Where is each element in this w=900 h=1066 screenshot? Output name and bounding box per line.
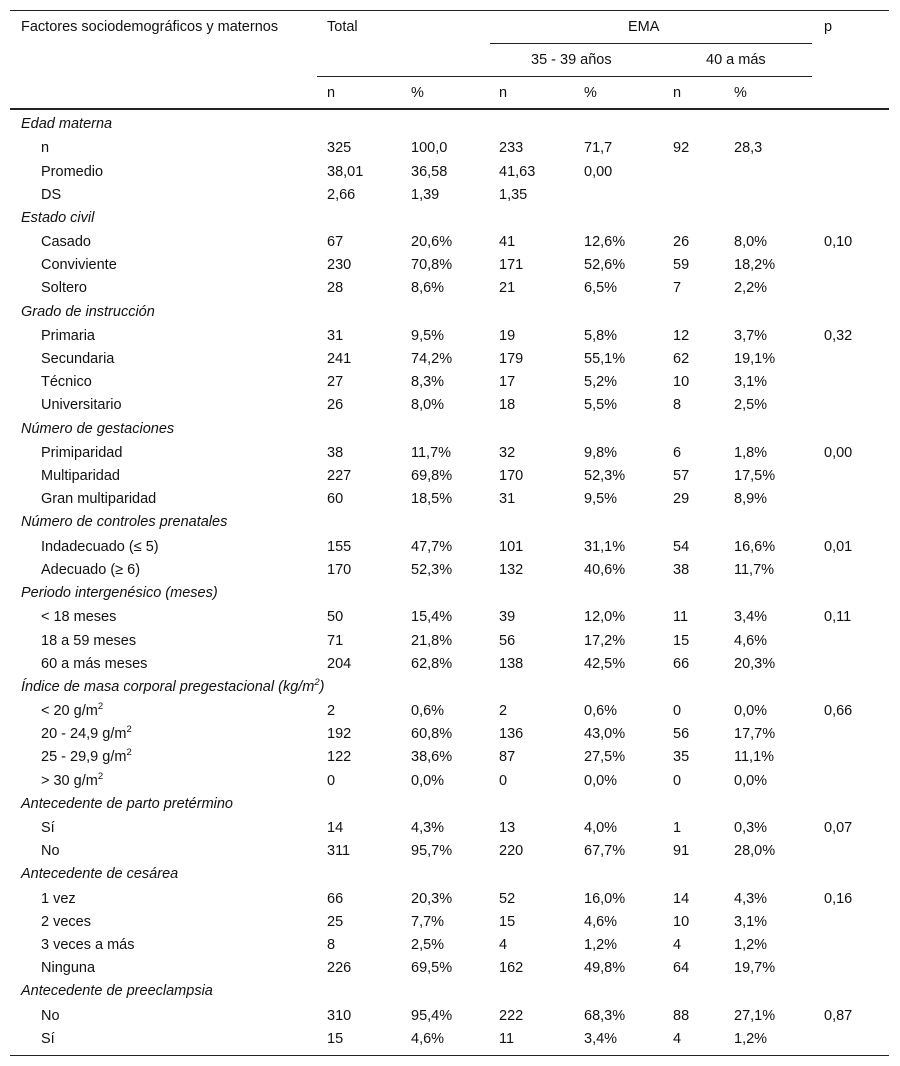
cell-percent: 5,5% bbox=[584, 397, 618, 414]
cell-percent: 0,6% bbox=[584, 703, 618, 720]
cell-count: 14 bbox=[673, 890, 690, 907]
cell-percent: 18,5% bbox=[411, 491, 453, 508]
cell-count: 13 bbox=[499, 820, 516, 837]
cell-percent: 19,7% bbox=[734, 960, 776, 977]
cell-percent: 1,8% bbox=[734, 444, 768, 461]
cell-percent: 4,6% bbox=[584, 913, 618, 930]
cell-percent: 52,6% bbox=[584, 257, 626, 274]
row-label: 1 vez bbox=[41, 890, 76, 907]
header-col-n: n bbox=[327, 85, 336, 101]
cell-p-value: 0,87 bbox=[824, 1007, 853, 1024]
row-label: Multiparidad bbox=[41, 468, 120, 485]
cell-percent: 12,0% bbox=[584, 609, 626, 626]
cell-count: 310 bbox=[327, 1007, 352, 1024]
cell-percent: 20,6% bbox=[411, 234, 453, 251]
cell-percent: 9,8% bbox=[584, 444, 618, 461]
cell-percent: 11,1% bbox=[734, 749, 775, 766]
cell-percent: 15,4% bbox=[411, 609, 453, 626]
section-title: Periodo intergenésico (meses) bbox=[21, 585, 218, 601]
cell-percent: 2,5% bbox=[734, 397, 768, 414]
cell-percent: 74,2% bbox=[411, 351, 453, 368]
row-label: Indadecuado (≤ 5) bbox=[41, 538, 159, 555]
row-label: Conviviente bbox=[41, 257, 117, 274]
cell-percent: 17,7% bbox=[734, 726, 776, 743]
cell-percent: 0,0% bbox=[734, 703, 768, 720]
cell-count: 170 bbox=[499, 468, 524, 485]
cell-count: 10 bbox=[673, 374, 690, 391]
cell-count: 57 bbox=[673, 468, 690, 485]
cell-percent: 42,5% bbox=[584, 655, 626, 672]
cell-count: 67 bbox=[327, 234, 344, 251]
row-label: Sí bbox=[41, 1030, 55, 1047]
section-title: Antecedente de preeclampsia bbox=[21, 983, 213, 1000]
cell-percent: 21,8% bbox=[411, 632, 453, 649]
row-label: Casado bbox=[41, 234, 91, 251]
cell-count: 226 bbox=[327, 960, 352, 977]
cell-count: 25 bbox=[327, 913, 344, 930]
section-title: Índice de masa corporal pregestacional $(kg/m^2)$ bbox=[21, 676, 325, 695]
row-label: 60 a más meses bbox=[41, 655, 148, 672]
cell-count: 2,66 bbox=[327, 186, 356, 203]
cell-percent: 49,8% bbox=[584, 960, 626, 977]
cell-count: 60 bbox=[327, 491, 344, 508]
cell-count: 32 bbox=[499, 444, 516, 461]
cell-percent: 8,0% bbox=[411, 397, 445, 414]
cell-percent: 40,6% bbox=[584, 561, 626, 578]
section-title: Grado de instrucción bbox=[21, 303, 155, 320]
cell-percent: 11,7% bbox=[411, 444, 452, 461]
row-label: No bbox=[41, 843, 60, 860]
cell-percent: 4,6% bbox=[411, 1030, 445, 1047]
row-label: Promedio bbox=[41, 163, 104, 180]
row-label: Secundaria bbox=[41, 351, 115, 368]
cell-count: 59 bbox=[673, 257, 690, 274]
cell-percent: 20,3% bbox=[734, 655, 776, 672]
cell-percent: 95,7% bbox=[411, 843, 453, 860]
cell-count: 28 bbox=[327, 280, 344, 297]
cell-percent: 7,7% bbox=[411, 913, 445, 930]
row-label: Primaria bbox=[41, 327, 95, 344]
row-label: 25 - 29,9 $g/m^2$ bbox=[41, 747, 132, 766]
cell-percent: 8,9% bbox=[734, 491, 768, 508]
cell-count: 56 bbox=[673, 726, 690, 743]
cell-count: 56 bbox=[499, 632, 516, 649]
cell-percent: 5,2% bbox=[584, 374, 618, 391]
cell-count: 222 bbox=[499, 1007, 524, 1024]
cell-count: 17 bbox=[499, 374, 516, 391]
cell-count: 21 bbox=[499, 280, 516, 297]
cell-p-value: 0,66 bbox=[824, 703, 853, 720]
row-label: Primiparidad bbox=[41, 444, 123, 461]
cell-count: 88 bbox=[673, 1007, 690, 1024]
row-label: 3 veces a más bbox=[41, 937, 135, 954]
cell-p-value: 0,32 bbox=[824, 327, 853, 344]
cell-count: 92 bbox=[673, 140, 690, 157]
cell-percent: 3,7% bbox=[734, 327, 768, 344]
cell-percent: 2,5% bbox=[411, 937, 445, 954]
cell-p-value: 0,16 bbox=[824, 890, 853, 907]
cell-count: 0 bbox=[499, 772, 508, 789]
cell-count: 12 bbox=[673, 327, 690, 344]
cell-count: 14 bbox=[327, 820, 344, 837]
cell-count: 39 bbox=[499, 609, 516, 626]
cell-count: 64 bbox=[673, 960, 690, 977]
row-label: > 30 $g/m^2$ bbox=[41, 770, 104, 789]
cell-count: 38 bbox=[327, 444, 344, 461]
header-group-40-plus: 40 a más bbox=[706, 52, 766, 68]
cell-count: 2 bbox=[327, 703, 336, 720]
cell-percent: 12,6% bbox=[584, 234, 626, 251]
header-total: Total bbox=[327, 19, 358, 35]
cell-count: 41 bbox=[499, 234, 516, 251]
cell-count: 15 bbox=[499, 913, 516, 930]
cell-count: 19 bbox=[499, 327, 516, 344]
cell-count: 192 bbox=[327, 726, 352, 743]
header-ema: EMA bbox=[628, 19, 660, 35]
cell-percent: 17,2% bbox=[584, 632, 626, 649]
cell-percent: 100,0 bbox=[411, 140, 448, 157]
row-label: 2 veces bbox=[41, 913, 91, 930]
cell-percent: 71,7 bbox=[584, 140, 613, 157]
cell-count: 87 bbox=[499, 749, 516, 766]
cell-count: 0 bbox=[673, 772, 682, 789]
cell-percent: 3,1% bbox=[734, 374, 768, 391]
cell-count: 101 bbox=[499, 538, 524, 555]
cell-count: 4 bbox=[673, 937, 682, 954]
cell-percent: 8,0% bbox=[734, 234, 768, 251]
cell-percent: 60,8% bbox=[411, 726, 453, 743]
cell-percent: 0,0% bbox=[734, 772, 768, 789]
cell-percent: 8,3% bbox=[411, 374, 445, 391]
cell-count: 325 bbox=[327, 140, 352, 157]
cell-p-value: 0,10 bbox=[824, 234, 853, 251]
cell-count: 136 bbox=[499, 726, 524, 743]
cell-percent: 70,8% bbox=[411, 257, 453, 274]
row-label: < 20 $g/m^2$ bbox=[41, 701, 104, 720]
cell-percent: 67,7% bbox=[584, 843, 626, 860]
cell-count: 171 bbox=[499, 257, 524, 274]
cell-percent: 8,6% bbox=[411, 280, 445, 297]
header-col-pct: % bbox=[411, 85, 424, 101]
section-title: Número de controles prenatales bbox=[21, 514, 228, 531]
header-col-n: n bbox=[673, 85, 682, 101]
section-title: Antecedente de cesárea bbox=[21, 866, 179, 883]
cell-percent: 55,1% bbox=[584, 351, 626, 368]
cell-count: 52 bbox=[499, 890, 516, 907]
cell-percent: 27,5% bbox=[584, 749, 626, 766]
cell-count: 38,01 bbox=[327, 163, 364, 180]
cell-percent: 47,7% bbox=[411, 538, 453, 555]
cell-percent: 36,58 bbox=[411, 163, 448, 180]
row-label: Gran multiparidad bbox=[41, 491, 157, 508]
cell-count: 15 bbox=[673, 632, 690, 649]
cell-percent: 28,0% bbox=[734, 843, 776, 860]
cell-percent: 68,3% bbox=[584, 1007, 626, 1024]
section-title: Número de gestaciones bbox=[21, 420, 175, 437]
row-label: 20 - 24,9 $g/m^2$ bbox=[41, 724, 132, 743]
cell-percent: 4,0% bbox=[584, 820, 618, 837]
rule-header-bottom bbox=[10, 108, 889, 110]
cell-count: 26 bbox=[327, 397, 344, 414]
cell-count: 0 bbox=[327, 772, 336, 789]
cell-count: 71 bbox=[327, 632, 344, 649]
cell-percent: 1,2% bbox=[734, 1030, 768, 1047]
cell-count: 11 bbox=[499, 1030, 515, 1047]
cell-count: 132 bbox=[499, 561, 524, 578]
rule-bottom bbox=[10, 1055, 889, 1056]
section-title: Antecedente de parto pretérmino bbox=[21, 795, 233, 812]
cell-percent: 6,5% bbox=[584, 280, 618, 297]
cell-percent: 0,00 bbox=[584, 163, 613, 180]
cell-count: 31 bbox=[499, 491, 516, 508]
cell-count: 138 bbox=[499, 655, 524, 672]
cell-percent: 95,4% bbox=[411, 1007, 453, 1024]
cell-count: 15 bbox=[327, 1030, 344, 1047]
cell-count: 7 bbox=[673, 280, 682, 297]
cell-percent: 16,0% bbox=[584, 890, 626, 907]
header-col-n: n bbox=[499, 85, 508, 101]
cell-percent: 0,0% bbox=[411, 772, 445, 789]
cell-percent: 11,7% bbox=[734, 561, 775, 578]
cell-percent: 28,3 bbox=[734, 140, 763, 157]
cell-count: 6 bbox=[673, 444, 682, 461]
cell-count: 4 bbox=[673, 1030, 682, 1047]
cell-percent: 69,5% bbox=[411, 960, 453, 977]
cell-percent: 52,3% bbox=[584, 468, 626, 485]
cell-percent: 18,2% bbox=[734, 257, 776, 274]
cell-count: 41,63 bbox=[499, 163, 536, 180]
cell-count: 155 bbox=[327, 538, 352, 555]
cell-count: 162 bbox=[499, 960, 524, 977]
cell-count: 11 bbox=[673, 609, 689, 626]
cell-count: 38 bbox=[673, 561, 690, 578]
cell-percent: 16,6% bbox=[734, 538, 776, 555]
cell-count: 4 bbox=[499, 937, 508, 954]
row-label: Soltero bbox=[41, 280, 87, 297]
cell-count: 241 bbox=[327, 351, 352, 368]
cell-count: 204 bbox=[327, 655, 352, 672]
cell-p-value: 0,01 bbox=[824, 538, 853, 555]
cell-percent: 19,1% bbox=[734, 351, 776, 368]
cell-count: 179 bbox=[499, 351, 524, 368]
cell-percent: 2,2% bbox=[734, 280, 768, 297]
section-title: Edad materna bbox=[21, 116, 113, 132]
cell-percent: 4,3% bbox=[734, 890, 768, 907]
cell-count: 62 bbox=[673, 351, 690, 368]
cell-percent: 17,5% bbox=[734, 468, 776, 485]
cell-percent: 4,6% bbox=[734, 632, 768, 649]
row-label: Técnico bbox=[41, 374, 92, 391]
cell-percent: 43,0% bbox=[584, 726, 626, 743]
row-label: Ninguna bbox=[41, 960, 96, 977]
cell-percent: 27,1% bbox=[734, 1007, 776, 1024]
row-label: Universitario bbox=[41, 397, 122, 414]
cell-percent: 0,3% bbox=[734, 820, 768, 837]
cell-count: 1 bbox=[673, 820, 682, 837]
row-label: No bbox=[41, 1007, 60, 1024]
cell-percent: 9,5% bbox=[411, 327, 445, 344]
cell-percent: 0,6% bbox=[411, 703, 445, 720]
cell-percent: 3,4% bbox=[734, 609, 768, 626]
cell-count: 230 bbox=[327, 257, 352, 274]
rule-subgroups bbox=[317, 76, 812, 77]
cell-count: 0 bbox=[673, 703, 682, 720]
cell-count: 311 bbox=[327, 843, 351, 860]
row-label: Adecuado (≥ 6) bbox=[41, 561, 141, 578]
cell-percent: 0,0% bbox=[584, 772, 618, 789]
cell-count: 170 bbox=[327, 561, 352, 578]
cell-count: 66 bbox=[327, 890, 344, 907]
header-factors: Factores sociodemográficos y maternos bbox=[21, 19, 279, 35]
cell-percent: 9,5% bbox=[584, 491, 618, 508]
rule-ema-span bbox=[490, 43, 812, 44]
header-col-pct: % bbox=[734, 85, 747, 101]
cell-count: 1,35 bbox=[499, 186, 528, 203]
row-label: < 18 meses bbox=[41, 609, 117, 626]
cell-count: 29 bbox=[673, 491, 690, 508]
cell-percent: 52,3% bbox=[411, 561, 453, 578]
cell-count: 31 bbox=[327, 327, 344, 344]
cell-p-value: 0,07 bbox=[824, 820, 853, 837]
cell-count: 2 bbox=[499, 703, 508, 720]
cell-percent: 69,8% bbox=[411, 468, 453, 485]
row-label: Sí bbox=[41, 820, 55, 837]
header-col-pct: % bbox=[584, 85, 597, 101]
cell-percent: 62,8% bbox=[411, 655, 453, 672]
cell-count: 18 bbox=[499, 397, 516, 414]
cell-count: 227 bbox=[327, 468, 352, 485]
cell-count: 54 bbox=[673, 538, 690, 555]
cell-count: 8 bbox=[673, 397, 682, 414]
cell-percent: 5,8% bbox=[584, 327, 618, 344]
cell-percent: 3,4% bbox=[584, 1030, 618, 1047]
cell-count: 220 bbox=[499, 843, 524, 860]
cell-percent: 1,39 bbox=[411, 186, 440, 203]
cell-count: 50 bbox=[327, 609, 344, 626]
row-label: DS bbox=[41, 186, 62, 203]
cell-count: 8 bbox=[327, 937, 336, 954]
header-p: p bbox=[824, 19, 833, 35]
cell-percent: 38,6% bbox=[411, 749, 453, 766]
row-label: 18 a 59 meses bbox=[41, 632, 137, 649]
cell-count: 27 bbox=[327, 374, 344, 391]
cell-count: 233 bbox=[499, 140, 524, 157]
rule-top bbox=[10, 10, 889, 11]
cell-percent: 1,2% bbox=[734, 937, 768, 954]
cell-count: 26 bbox=[673, 234, 690, 251]
cell-percent: 4,3% bbox=[411, 820, 445, 837]
cell-percent: 20,3% bbox=[411, 890, 453, 907]
cell-percent: 3,1% bbox=[734, 913, 768, 930]
header-group-35-39: 35 - 39 años bbox=[531, 52, 612, 68]
cell-count: 122 bbox=[327, 749, 352, 766]
cell-count: 35 bbox=[673, 749, 690, 766]
cell-percent: 31,1% bbox=[584, 538, 626, 555]
section-title: Estado civil bbox=[21, 209, 95, 226]
cell-count: 10 bbox=[673, 913, 690, 930]
cell-percent: 1,2% bbox=[584, 937, 618, 954]
row-label: n bbox=[41, 140, 50, 157]
cell-p-value: 0,11 bbox=[824, 609, 852, 626]
cell-count: 66 bbox=[673, 655, 690, 672]
cell-count: 91 bbox=[673, 843, 690, 860]
cell-p-value: 0,00 bbox=[824, 444, 853, 461]
